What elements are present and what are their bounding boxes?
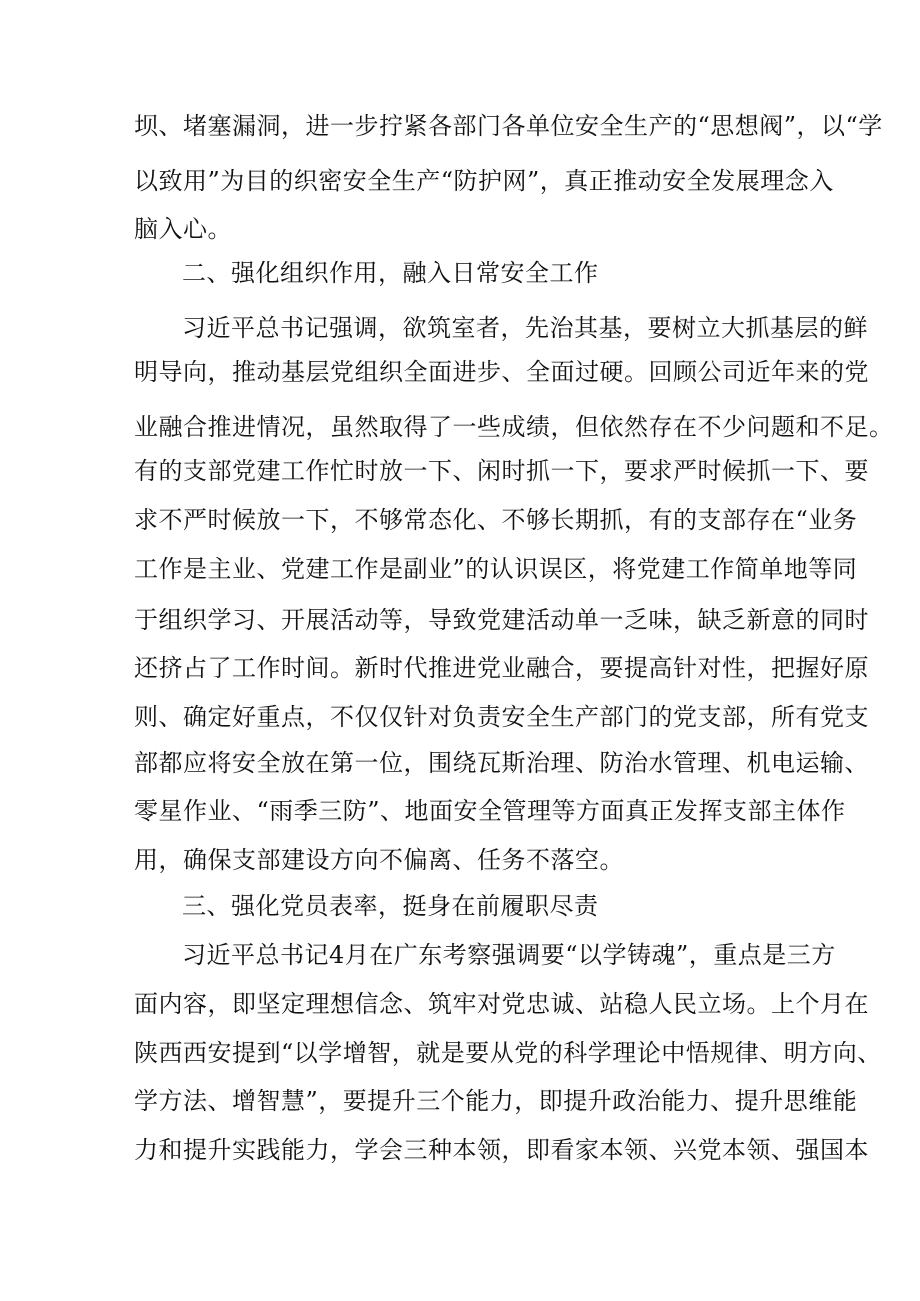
body-text-line: 学方法、增智慧”，要提升三个能力，即提升政治能力、提升思维能: [134, 1087, 858, 1115]
body-text-line: 坝、堵塞漏洞，进一步拧紧各部门各单位安全生产的“思想阀”，以“学: [134, 112, 883, 140]
body-text-line: 明导向，推动基层党组织全面进步、全面过硬。回顾公司近年来的党: [134, 358, 869, 386]
body-text-line: 部都应将安全放在第一位，围绕瓦斯治理、防治水管理、机电运输、: [134, 749, 869, 777]
paragraph-first-line: 习近平总书记强调，欲筑室者，先治其基，要树立大抓基层的鲜: [182, 314, 868, 342]
body-text-line: 工作是主业、党建工作是副业”的认识误区，将党建工作简单地等同: [134, 555, 858, 583]
body-text-line: 陕西西安提到“以学增智，就是要从党的科学理论中悟规律、明方向、: [134, 1039, 882, 1067]
body-text-line: 有的支部党建工作忙时放一下、闲时抓一下，要求严时候抓一下、要: [134, 457, 869, 485]
section-heading-3: 三、强化党员表率，挺身在前履职尽责: [182, 892, 599, 920]
body-text-line: 零星作业、“雨季三防”、地面安全管理等方面真正发挥支部主体作: [134, 797, 846, 825]
body-text-line: 求不严时候放一下，不够常态化、不够长期抓，有的支部存在“业务: [134, 506, 858, 534]
body-text-line: 脑入心。: [134, 215, 232, 243]
body-text-line: 于组织学习、开展活动等，导致党建活动单一乏味，缺乏新意的同时: [134, 606, 869, 634]
body-text-line: 用，确保支部建设方向不偏离、任务不落空。: [134, 846, 624, 874]
body-text-line: 面内容，即坚定理想信念、筑牢对党忠诚、站稳人民立场。上个月在: [134, 990, 869, 1018]
body-text-line: 力和提升实践能力，学会三种本领，即看家本领、兴党本领、强国本: [134, 1136, 869, 1164]
body-text-line: 还挤占了工作时间。新时代推进党业融合，要提高针对性，把握好原: [134, 654, 869, 682]
body-text-line: 则、确定好重点，不仅仅针对负责安全生产部门的党支部，所有党支: [134, 703, 869, 731]
body-text-line: 业融合推进情况，虽然取得了一些成绩，但依然存在不少问题和不足。: [134, 413, 894, 441]
section-heading-2: 二、强化组织作用，融入日常安全工作: [182, 259, 599, 287]
paragraph-first-line: 习近平总书记4月在广东考察强调要“以学铸魂”，重点是三方: [182, 941, 836, 969]
body-text-line: 以致用”为目的织密安全生产“防护网”，真正推动安全发展理念入: [134, 167, 834, 195]
